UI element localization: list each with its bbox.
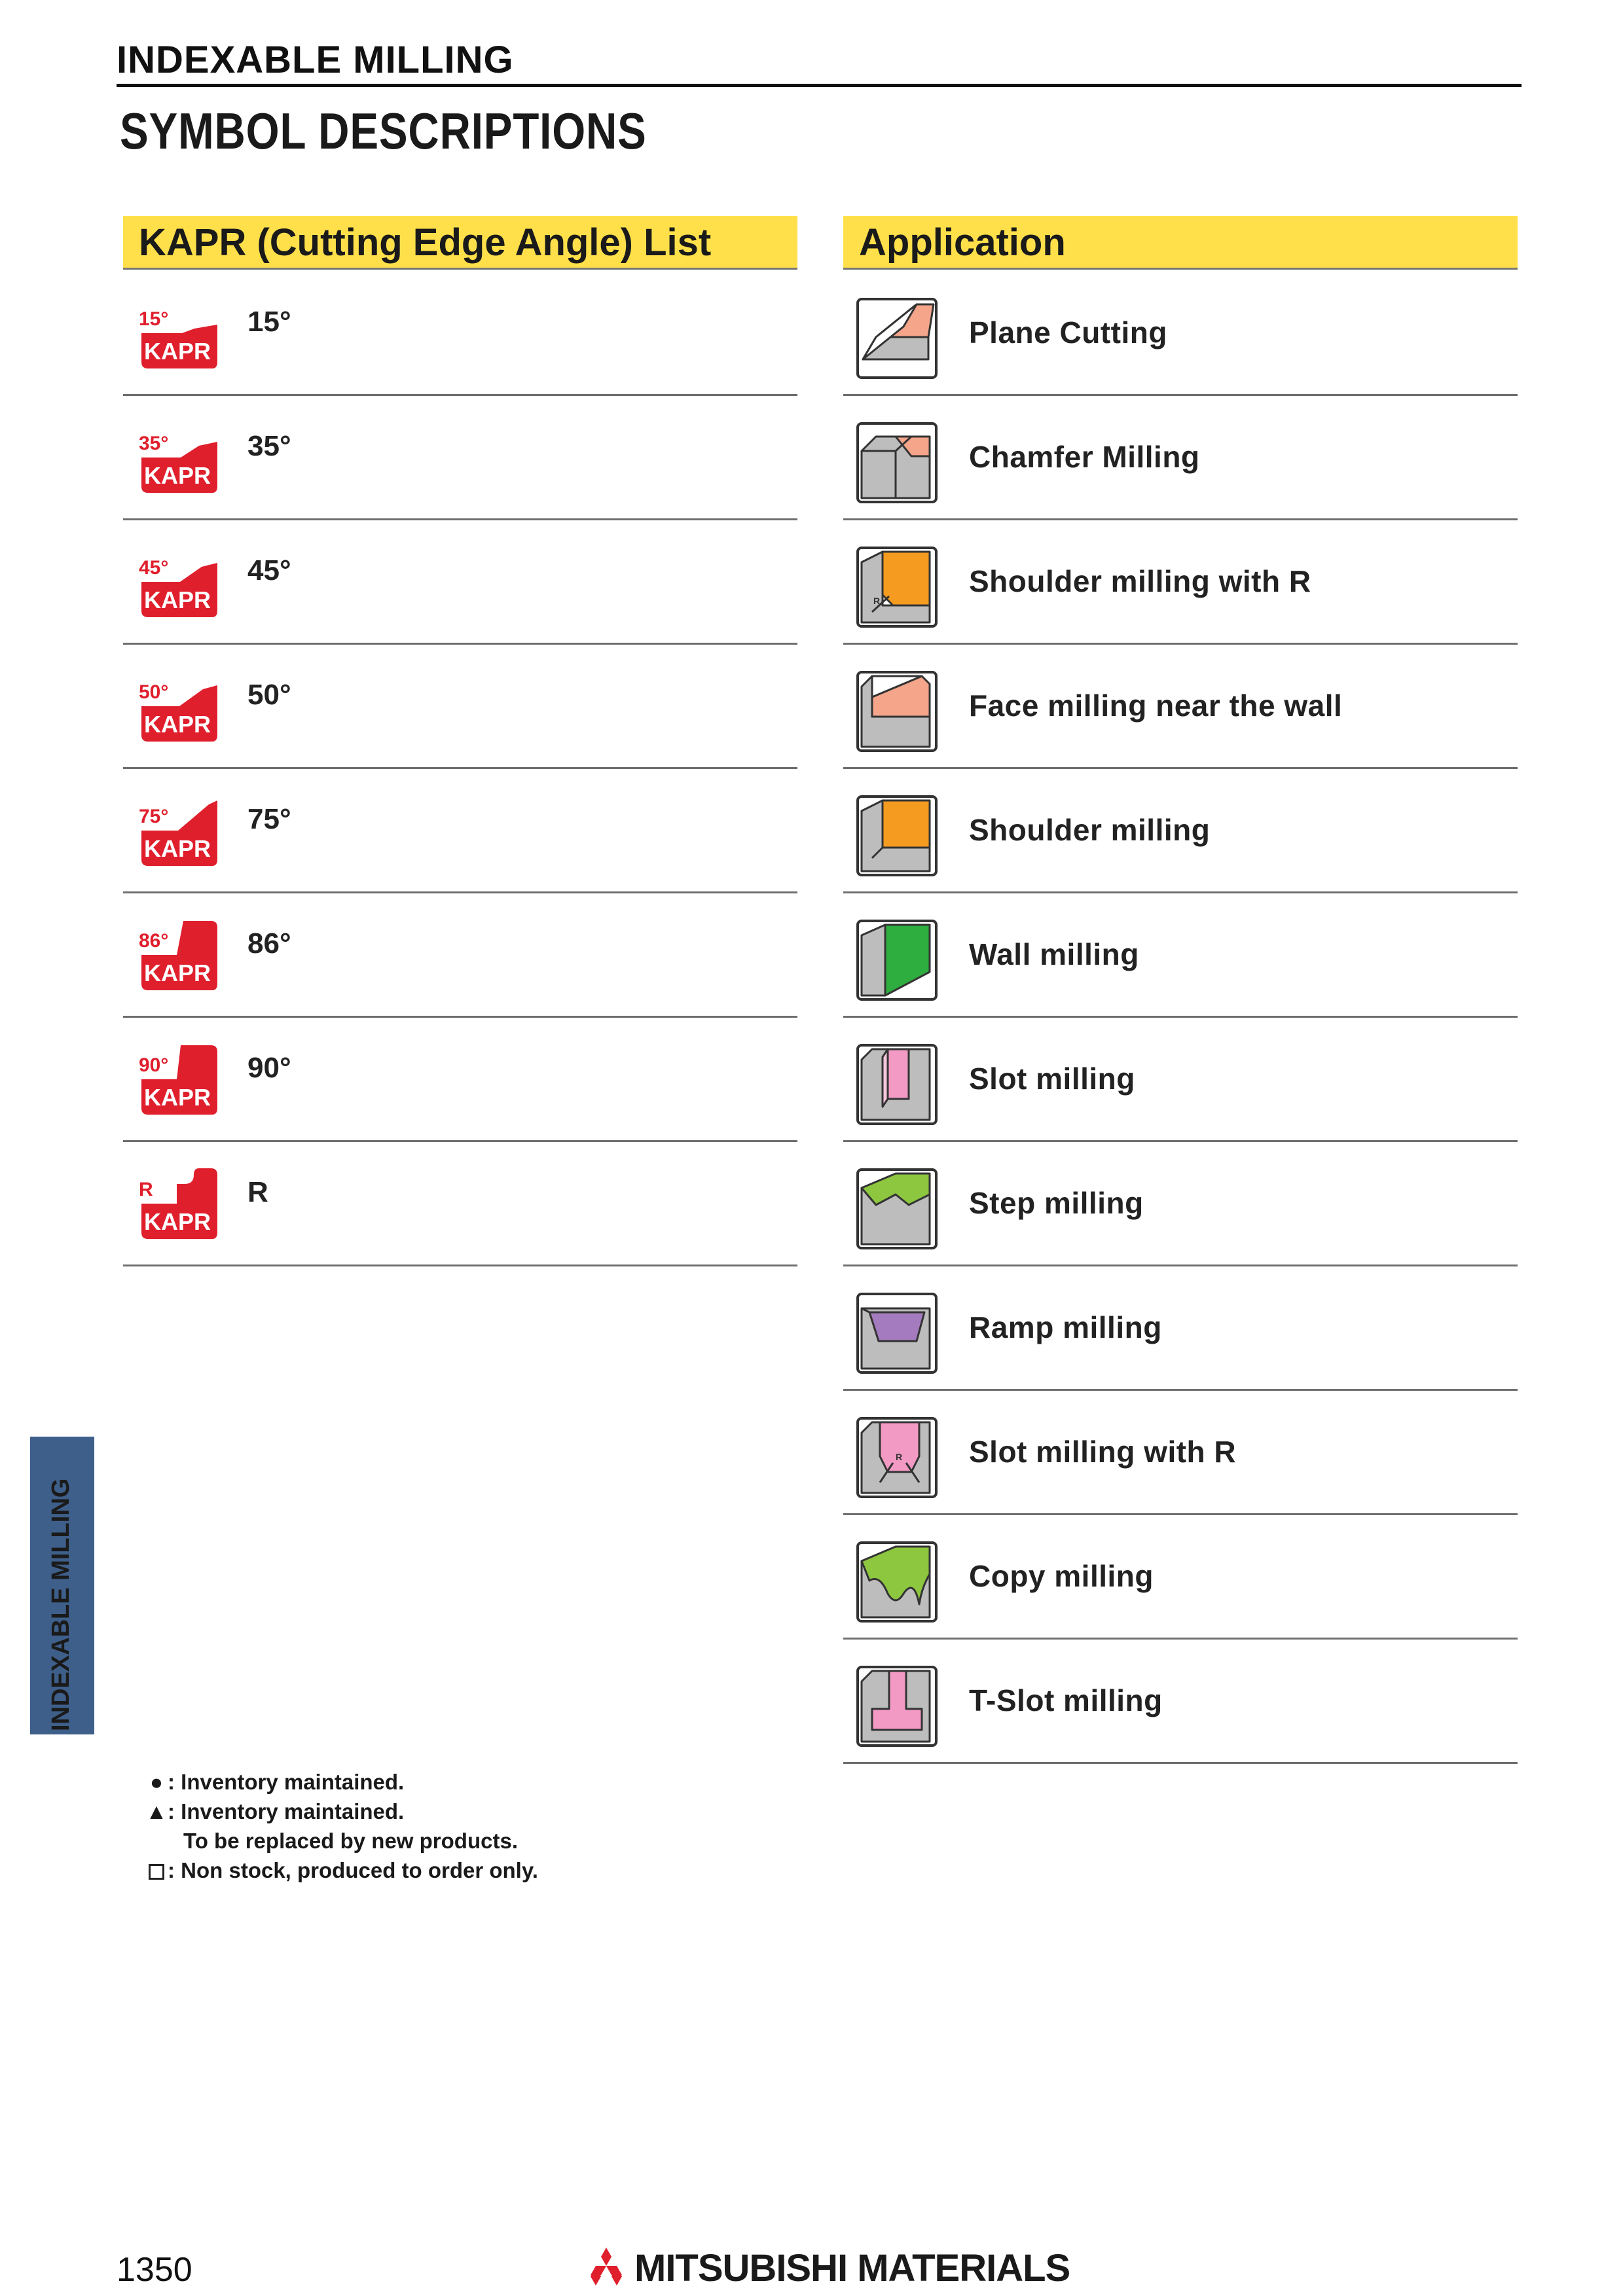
application-row [843, 1515, 1518, 1640]
copy-milling-icon [856, 1541, 938, 1623]
shoulder-milling-r-icon [856, 547, 938, 628]
application-label: Slot milling [969, 1062, 1135, 1096]
kapr-badge-angle: 86° [139, 930, 169, 952]
kapr-badge-text: KAPR [144, 711, 211, 738]
kapr-row [123, 893, 797, 1018]
kapr-angle-label: 86° [247, 927, 291, 960]
kapr-badge-text: KAPR [144, 835, 211, 862]
application-row [843, 1640, 1518, 1764]
circle-icon: ● [150, 1770, 163, 1794]
application-label: Chamfer Milling [969, 440, 1200, 474]
kapr-row [123, 396, 797, 520]
t-slot-milling-icon [856, 1666, 938, 1747]
legend-text: : Non stock, produced to order only. [168, 1858, 538, 1882]
square-icon [145, 1856, 168, 1885]
kapr-badge-icon [135, 421, 219, 494]
legend-item [145, 1797, 538, 1826]
triangle-icon: ▲ [145, 1799, 168, 1823]
application-row [843, 272, 1518, 396]
kapr-row [123, 520, 797, 645]
step-milling-icon [856, 1168, 938, 1249]
kapr-badge-icon [135, 1043, 219, 1116]
brand-name: MITSUBISHI MATERIALS [634, 2246, 1070, 2289]
application-label: Shoulder milling [969, 813, 1211, 847]
application-row [843, 396, 1518, 520]
application-row [843, 520, 1518, 645]
kapr-angle-label: 50° [247, 679, 291, 711]
slot-milling-icon [856, 1044, 938, 1125]
kapr-row [123, 272, 797, 396]
kapr-row [123, 1018, 797, 1142]
application-row [843, 893, 1518, 1018]
shoulder-milling-icon [856, 795, 938, 876]
kapr-badge-text: KAPR [144, 1208, 211, 1235]
kapr-badge-text: KAPR [144, 338, 211, 365]
three-diamonds-icon [585, 2248, 628, 2288]
application-label: Plane Cutting [969, 315, 1167, 350]
plane-cutting-icon [856, 298, 938, 379]
kapr-badge-icon [135, 296, 219, 370]
legend-text: : Inventory maintained. [168, 1799, 405, 1823]
kapr-badge-text: KAPR [144, 462, 211, 489]
application-row [843, 1018, 1518, 1142]
kapr-row [123, 769, 797, 893]
page-number: 1350 [117, 2251, 192, 2289]
kapr-angle-label: 45° [247, 554, 291, 586]
legend-item [145, 1767, 538, 1797]
legend-item [145, 1856, 538, 1885]
kapr-badge-angle: 90° [139, 1054, 169, 1076]
svg-text:R: R [873, 596, 881, 606]
chamfer-milling-icon [856, 422, 938, 503]
application-label: T-Slot milling [969, 1683, 1163, 1717]
application-label: Copy milling [969, 1559, 1154, 1593]
kapr-badge-icon [135, 545, 219, 619]
application-row [843, 1142, 1518, 1266]
application-label: Ramp milling [969, 1310, 1162, 1344]
kapr-angle-label: 90° [247, 1052, 291, 1084]
kapr-badge-icon [135, 794, 219, 867]
application-label: Step milling [969, 1186, 1144, 1220]
application-row [843, 1391, 1518, 1515]
kapr-angle-label: 75° [247, 803, 291, 835]
brand-logo [585, 2246, 1070, 2289]
kapr-badge-text: KAPR [144, 1084, 211, 1111]
kapr-angle-label: 15° [247, 306, 291, 338]
legend-text: To be replaced by new products. [183, 1829, 518, 1853]
kapr-angle-label: 35° [247, 430, 291, 462]
application-heading: Application [843, 216, 1518, 270]
application-label: Wall milling [969, 937, 1139, 971]
application-label: Face milling near the wall [969, 689, 1343, 723]
kapr-badge-angle: 35° [139, 433, 169, 454]
application-row [843, 1266, 1518, 1391]
kapr-badge-icon [135, 918, 219, 992]
kapr-badge-angle: 15° [139, 308, 169, 330]
header-rule [117, 84, 1522, 87]
kapr-badge-angle: 45° [139, 557, 169, 579]
side-tab-label: INDEXABLE MILLING [47, 1478, 75, 1731]
kapr-badge-angle: 75° [139, 806, 169, 827]
legend-text: : Inventory maintained. [168, 1770, 405, 1794]
slot-milling-r-icon [856, 1417, 938, 1498]
kapr-row [123, 1142, 797, 1266]
kapr-row [123, 645, 797, 769]
kapr-list-heading: KAPR (Cutting Edge Angle) List [123, 216, 797, 270]
stock-legend [145, 1767, 538, 1885]
application-row [843, 645, 1518, 769]
face-milling-wall-icon [856, 671, 938, 752]
kapr-badge-icon [135, 670, 219, 743]
kapr-badge-text: KAPR [144, 586, 211, 613]
kapr-badge-text: KAPR [144, 960, 211, 986]
application-label: Slot milling with R [969, 1435, 1237, 1469]
svg-text:R: R [896, 1452, 903, 1462]
page-title: SYMBOL DESCRIPTIONS [120, 102, 647, 160]
kapr-badge-angle: R [139, 1179, 153, 1200]
kapr-badge-icon [135, 1167, 219, 1240]
section-title: INDEXABLE MILLING [117, 39, 514, 81]
legend-item [145, 1826, 538, 1856]
application-label: Shoulder milling with R [969, 564, 1311, 598]
kapr-angle-label: R [247, 1176, 268, 1208]
application-row [843, 769, 1518, 893]
kapr-badge-angle: 50° [139, 681, 169, 703]
ramp-milling-icon [856, 1293, 938, 1374]
wall-milling-icon [856, 920, 938, 1001]
